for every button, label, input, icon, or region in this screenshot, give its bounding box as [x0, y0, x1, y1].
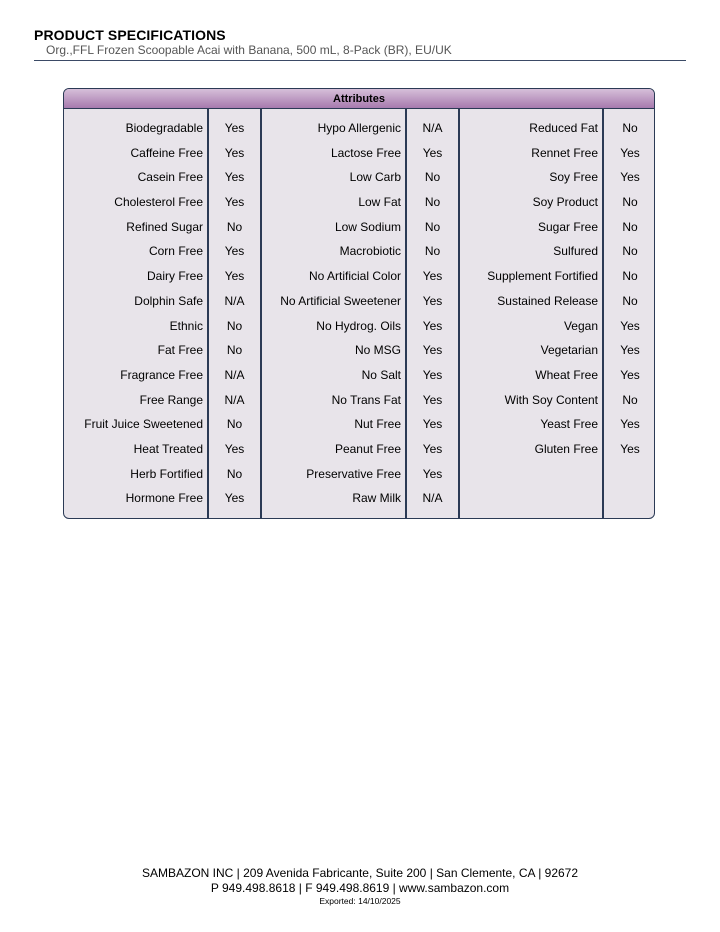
attribute-label: Rennet Free [531, 145, 598, 160]
attribute-label: Vegan [563, 318, 598, 333]
attribute-label: No Artificial Color [308, 269, 401, 284]
attribute-label: Sugar Free [537, 219, 598, 234]
attribute-value: No [226, 219, 243, 234]
attribute-value: Yes [422, 441, 443, 456]
attribute-label: Biodegradable [125, 121, 203, 135]
attribute-label: Gluten Free [534, 441, 598, 456]
attribute-value: No [226, 466, 243, 481]
attribute-value: No [622, 269, 638, 284]
page-title: PRODUCT SPECIFICATIONS [34, 27, 226, 43]
attribute-label: Preservative Free [306, 466, 401, 481]
attribute-value: Yes [422, 466, 443, 481]
attribute-values-col-2 [407, 116, 458, 511]
attribute-value: No [622, 392, 638, 407]
attribute-label: Wheat Free [535, 367, 598, 382]
attribute-label: Dolphin Safe [134, 293, 203, 308]
attribute-value: N/A [224, 293, 245, 308]
attribute-value: Yes [224, 269, 245, 284]
attribute-label: Dairy Free [146, 269, 203, 284]
attribute-values-col-3 [604, 116, 655, 462]
attribute-value: Yes [422, 293, 443, 308]
attribute-value: Yes [224, 170, 245, 185]
attribute-value: No [226, 318, 243, 333]
attribute-value: N/A [224, 367, 245, 382]
attribute-label: Low Sodium [334, 219, 401, 234]
attribute-label: No MSG [354, 343, 401, 358]
attribute-value: Yes [422, 343, 443, 358]
attribute-value: Yes [422, 269, 443, 284]
attribute-value: Yes [620, 318, 640, 333]
attribute-value: Yes [422, 145, 443, 160]
attribute-value: Yes [224, 195, 245, 210]
attribute-label: Fruit Juice Sweetened [84, 417, 203, 432]
attribute-label: Yeast Free [540, 417, 598, 432]
attribute-label: Peanut Free [334, 441, 401, 456]
attribute-value: No [622, 244, 638, 259]
header-divider [34, 60, 686, 61]
attribute-value: No [622, 121, 638, 135]
attribute-label: Soy Product [532, 195, 598, 210]
attribute-label: Caffeine Free [130, 145, 203, 160]
attribute-label: Vegetarian [540, 343, 598, 358]
attribute-label: Soy Free [549, 170, 598, 185]
attribute-label: Raw Milk [352, 491, 401, 506]
attribute-value: N/A [224, 392, 245, 407]
attribute-label: Hypo Allergenic [317, 121, 401, 135]
attribute-label: Fat Free [157, 343, 203, 358]
attribute-label: Casein Free [137, 170, 203, 185]
attribute-label: Reduced Fat [529, 121, 598, 135]
attribute-value: Yes [224, 121, 245, 135]
attribute-value: Yes [620, 170, 640, 185]
document-header [34, 27, 686, 57]
attribute-label: Heat Treated [133, 441, 203, 456]
attribute-label: Hormone Free [125, 491, 203, 506]
attribute-value: No [424, 170, 441, 185]
attribute-labels-col-2 [262, 116, 401, 511]
attribute-value: Yes [422, 318, 443, 333]
attribute-value: Yes [620, 441, 640, 456]
export-date: Exported: 14/10/2025 [319, 896, 401, 906]
attribute-label: Herb Fortified [130, 466, 203, 481]
attribute-value: No [622, 195, 638, 210]
attribute-value: Yes [224, 491, 245, 506]
attribute-label: Low Carb [349, 170, 401, 185]
attribute-value: No [622, 293, 638, 308]
attribute-label: No Artificial Sweetener [280, 293, 401, 308]
attribute-label: Corn Free [148, 244, 203, 259]
attribute-value: No [226, 417, 243, 432]
attribute-label: With Soy Content [504, 392, 598, 407]
attribute-value: Yes [224, 244, 245, 259]
product-name: Org.,FFL Frozen Scoopable Acai with Banana, 500 mL, 8-Pack (BR), EU/UK [46, 43, 452, 57]
attribute-value: Yes [620, 417, 640, 432]
company-contact: P 949.498.8618 | F 949.498.8619 | www.sambazon.com [210, 881, 510, 895]
attribute-label: No Trans Fat [331, 392, 401, 407]
company-address: SAMBAZON INC | 209 Avenida Fabricante, Suite 200 | San Clemente, CA | 92672 [141, 866, 579, 880]
attribute-value: No [622, 219, 638, 234]
attribute-label: Macrobiotic [339, 244, 401, 259]
attribute-value: No [424, 195, 441, 210]
attribute-label: Sulfured [553, 244, 598, 259]
attribute-value: No [226, 343, 243, 358]
attribute-value: Yes [422, 417, 443, 432]
attribute-value: Yes [422, 392, 443, 407]
attribute-value: Yes [224, 441, 245, 456]
attribute-label: Refined Sugar [126, 219, 203, 234]
attribute-label: Low Fat [358, 195, 401, 210]
attribute-values-col-1 [209, 116, 260, 511]
attribute-label: Fragrance Free [120, 367, 203, 382]
attribute-label: Free Range [139, 392, 203, 407]
attribute-label: No Hydrog. Oils [316, 318, 401, 333]
attribute-value: Yes [620, 343, 640, 358]
attribute-label: Cholesterol Free [114, 195, 203, 210]
attribute-label: Supplement Fortified [487, 269, 598, 284]
attribute-value: No [424, 219, 441, 234]
attribute-value: N/A [422, 121, 443, 135]
attribute-label: Ethnic [169, 318, 203, 333]
attributes-heading: Attributes [64, 89, 654, 109]
attribute-label: Nut Free [354, 417, 401, 432]
attribute-value: Yes [224, 145, 245, 160]
attributes-panel [63, 88, 655, 519]
attribute-label: Lactose Free [330, 145, 401, 160]
attribute-labels-col-1 [64, 116, 203, 511]
attribute-labels-col-3 [460, 116, 598, 462]
attribute-value: Yes [422, 367, 443, 382]
attribute-value: Yes [620, 145, 640, 160]
attribute-label: No Salt [361, 367, 401, 382]
attribute-value: No [424, 244, 441, 259]
attribute-value: N/A [422, 491, 443, 506]
attribute-label: Sustained Release [497, 293, 598, 308]
attribute-value: Yes [620, 367, 640, 382]
